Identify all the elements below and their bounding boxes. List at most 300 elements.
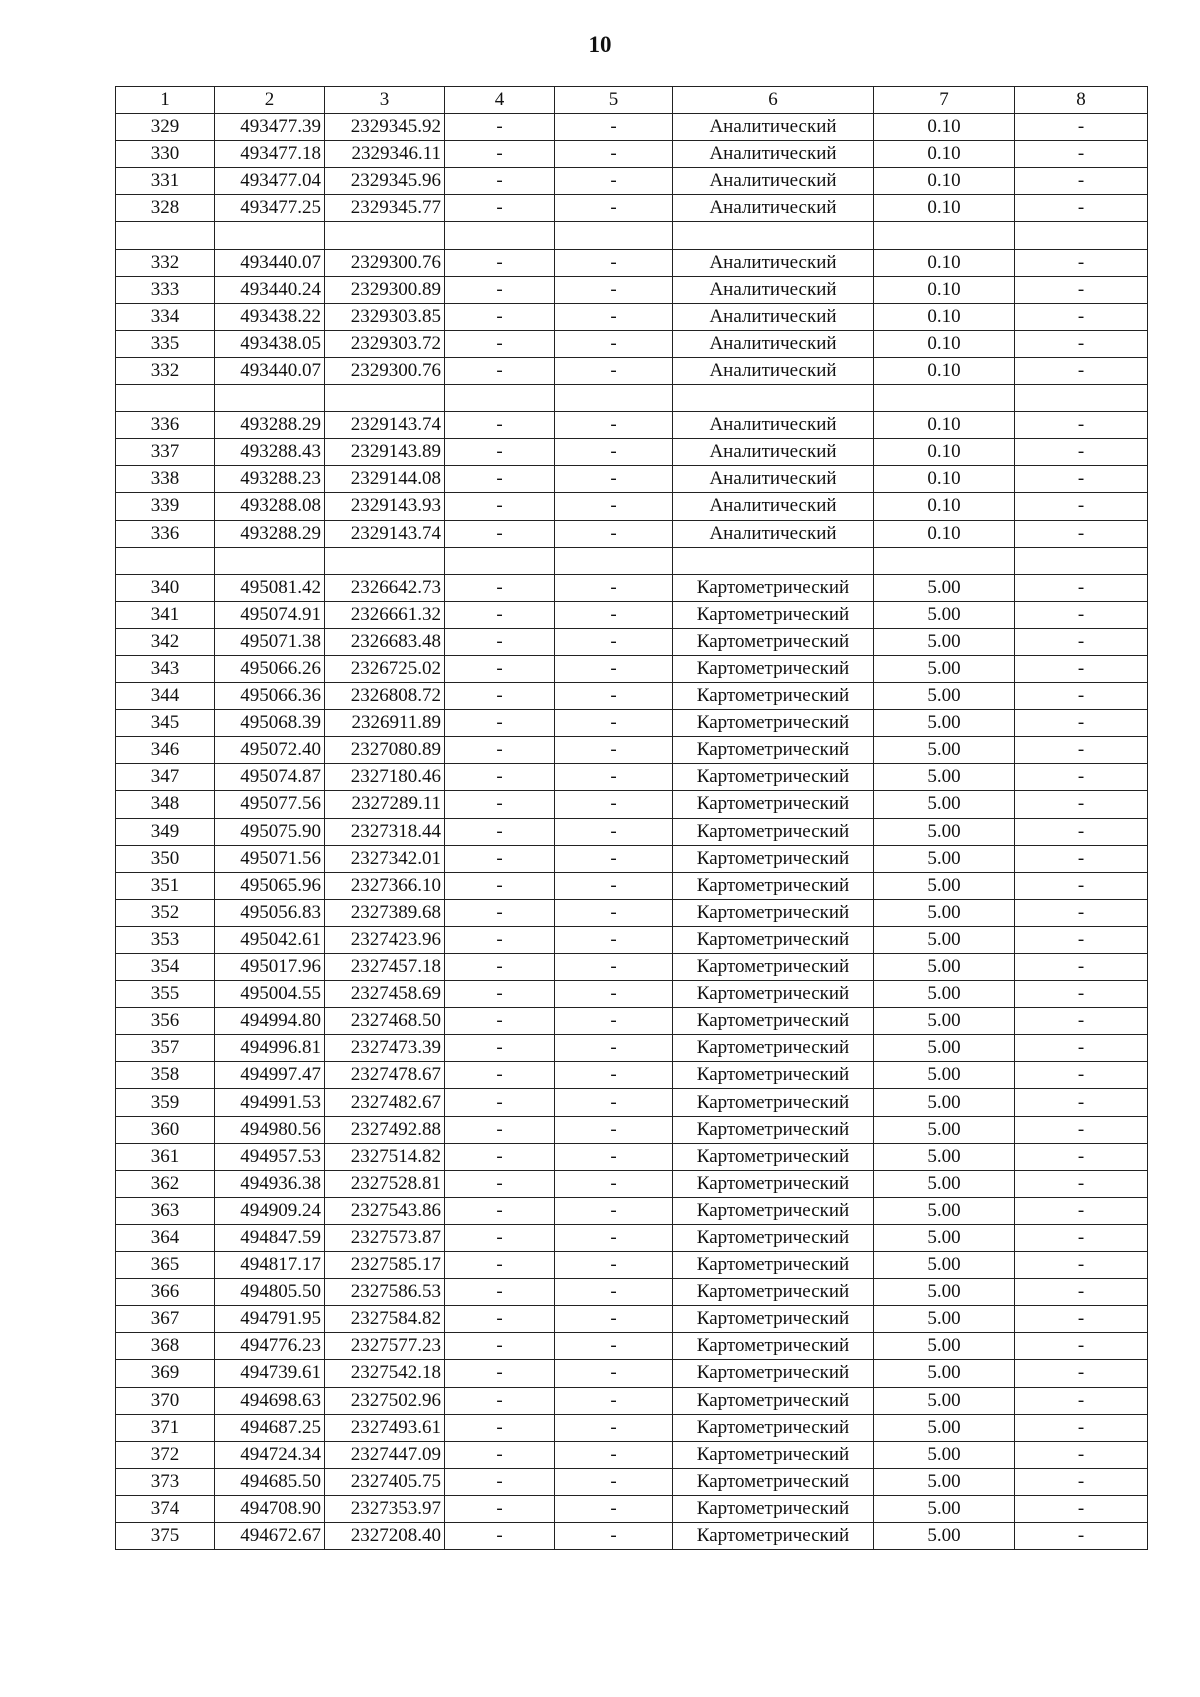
- empty-cell: [673, 222, 874, 249]
- empty-cell: [116, 547, 215, 574]
- y-coordinate-cell: 2327180.46: [325, 764, 445, 791]
- x-coordinate-cell: 495074.91: [215, 601, 325, 628]
- method-cell: Картометрический: [673, 926, 874, 953]
- empty-cell: [874, 547, 1015, 574]
- x-coordinate-cell: 493440.07: [215, 249, 325, 276]
- column-8-cell: -: [1015, 466, 1148, 493]
- column-5-cell: -: [555, 520, 673, 547]
- point-number-cell: 373: [116, 1468, 215, 1495]
- column-4-cell: -: [445, 1360, 555, 1387]
- y-coordinate-cell: 2327585.17: [325, 1252, 445, 1279]
- method-cell: Аналитический: [673, 276, 874, 303]
- method-cell: Картометрический: [673, 601, 874, 628]
- column-5-cell: -: [555, 1116, 673, 1143]
- column-header: 1: [116, 87, 215, 114]
- x-coordinate-cell: 495017.96: [215, 954, 325, 981]
- y-coordinate-cell: 2327458.69: [325, 981, 445, 1008]
- table-body: [116, 87, 1148, 1550]
- point-number-cell: 369: [116, 1360, 215, 1387]
- accuracy-cell: 5.00: [874, 1441, 1015, 1468]
- column-4-cell: -: [445, 1333, 555, 1360]
- column-4-cell: -: [445, 1116, 555, 1143]
- accuracy-cell: 5.00: [874, 1360, 1015, 1387]
- table-row: [116, 141, 1148, 168]
- column-4-cell: -: [445, 1224, 555, 1251]
- method-cell: Картометрический: [673, 1252, 874, 1279]
- point-number-cell: 332: [116, 249, 215, 276]
- column-4-cell: -: [445, 412, 555, 439]
- y-coordinate-cell: 2326642.73: [325, 574, 445, 601]
- x-coordinate-cell: 495074.87: [215, 764, 325, 791]
- column-8-cell: -: [1015, 303, 1148, 330]
- y-coordinate-cell: 2327573.87: [325, 1224, 445, 1251]
- y-coordinate-cell: 2327318.44: [325, 818, 445, 845]
- column-4-cell: -: [445, 954, 555, 981]
- y-coordinate-cell: 2327208.40: [325, 1522, 445, 1549]
- empty-cell: [445, 222, 555, 249]
- method-cell: Аналитический: [673, 493, 874, 520]
- column-4-cell: -: [445, 1143, 555, 1170]
- x-coordinate-cell: 494991.53: [215, 1089, 325, 1116]
- method-cell: Картометрический: [673, 628, 874, 655]
- column-4-cell: -: [445, 818, 555, 845]
- column-8-cell: -: [1015, 1089, 1148, 1116]
- x-coordinate-cell: 494996.81: [215, 1035, 325, 1062]
- accuracy-cell: 5.00: [874, 981, 1015, 1008]
- point-number-cell: 330: [116, 141, 215, 168]
- table-row: [116, 1387, 1148, 1414]
- column-8-cell: -: [1015, 141, 1148, 168]
- accuracy-cell: 5.00: [874, 1279, 1015, 1306]
- column-8-cell: -: [1015, 926, 1148, 953]
- accuracy-cell: 0.10: [874, 466, 1015, 493]
- accuracy-cell: 5.00: [874, 818, 1015, 845]
- y-coordinate-cell: 2327423.96: [325, 926, 445, 953]
- method-cell: Картометрический: [673, 1008, 874, 1035]
- x-coordinate-cell: 494909.24: [215, 1197, 325, 1224]
- method-cell: Картометрический: [673, 899, 874, 926]
- point-number-cell: 340: [116, 574, 215, 601]
- table-row: [116, 1170, 1148, 1197]
- column-8-cell: -: [1015, 954, 1148, 981]
- method-cell: Картометрический: [673, 574, 874, 601]
- empty-cell: [673, 385, 874, 412]
- column-8-cell: -: [1015, 493, 1148, 520]
- column-header: 7: [874, 87, 1015, 114]
- y-coordinate-cell: 2329143.89: [325, 439, 445, 466]
- column-8-cell: -: [1015, 330, 1148, 357]
- x-coordinate-cell: 495065.96: [215, 872, 325, 899]
- column-8-cell: -: [1015, 276, 1148, 303]
- column-4-cell: -: [445, 737, 555, 764]
- y-coordinate-cell: 2329143.74: [325, 520, 445, 547]
- column-5-cell: -: [555, 601, 673, 628]
- point-number-cell: 344: [116, 683, 215, 710]
- x-coordinate-cell: 493477.25: [215, 195, 325, 222]
- column-4-cell: -: [445, 249, 555, 276]
- accuracy-cell: 5.00: [874, 1089, 1015, 1116]
- column-8-cell: -: [1015, 737, 1148, 764]
- x-coordinate-cell: 495004.55: [215, 981, 325, 1008]
- x-coordinate-cell: 494994.80: [215, 1008, 325, 1035]
- column-8-cell: -: [1015, 683, 1148, 710]
- column-4-cell: -: [445, 168, 555, 195]
- accuracy-cell: 5.00: [874, 710, 1015, 737]
- empty-cell: [555, 222, 673, 249]
- column-5-cell: -: [555, 1441, 673, 1468]
- table-row: [116, 872, 1148, 899]
- y-coordinate-cell: 2327543.86: [325, 1197, 445, 1224]
- accuracy-cell: 5.00: [874, 1008, 1015, 1035]
- column-8-cell: -: [1015, 412, 1148, 439]
- table-row: [116, 899, 1148, 926]
- accuracy-cell: 5.00: [874, 1197, 1015, 1224]
- accuracy-cell: 0.10: [874, 195, 1015, 222]
- y-coordinate-cell: 2329345.96: [325, 168, 445, 195]
- point-number-cell: 336: [116, 412, 215, 439]
- method-cell: Картометрический: [673, 1333, 874, 1360]
- column-5-cell: -: [555, 1008, 673, 1035]
- empty-cell: [116, 222, 215, 249]
- point-number-cell: 356: [116, 1008, 215, 1035]
- column-8-cell: -: [1015, 249, 1148, 276]
- column-8-cell: -: [1015, 1522, 1148, 1549]
- column-5-cell: -: [555, 1495, 673, 1522]
- blank-separator-row: [116, 547, 1148, 574]
- column-5-cell: -: [555, 1170, 673, 1197]
- table-row: [116, 845, 1148, 872]
- column-8-cell: -: [1015, 1441, 1148, 1468]
- point-number-cell: 351: [116, 872, 215, 899]
- column-8-cell: -: [1015, 872, 1148, 899]
- column-5-cell: -: [555, 1387, 673, 1414]
- column-4-cell: -: [445, 493, 555, 520]
- column-4-cell: -: [445, 1414, 555, 1441]
- table-row: [116, 357, 1148, 384]
- accuracy-cell: 5.00: [874, 926, 1015, 953]
- table-row: [116, 791, 1148, 818]
- method-cell: Картометрический: [673, 1197, 874, 1224]
- point-number-cell: 342: [116, 628, 215, 655]
- empty-cell: [874, 222, 1015, 249]
- x-coordinate-cell: 493288.43: [215, 439, 325, 466]
- y-coordinate-cell: 2327492.88: [325, 1116, 445, 1143]
- table-row: [116, 764, 1148, 791]
- method-cell: Картометрический: [673, 1035, 874, 1062]
- table-row: [116, 1360, 1148, 1387]
- point-number-cell: 329: [116, 114, 215, 141]
- y-coordinate-cell: 2327514.82: [325, 1143, 445, 1170]
- column-8-cell: -: [1015, 1360, 1148, 1387]
- y-coordinate-cell: 2327586.53: [325, 1279, 445, 1306]
- column-8-cell: -: [1015, 114, 1148, 141]
- y-coordinate-cell: 2329144.08: [325, 466, 445, 493]
- y-coordinate-cell: 2327502.96: [325, 1387, 445, 1414]
- column-5-cell: -: [555, 276, 673, 303]
- method-cell: Картометрический: [673, 872, 874, 899]
- y-coordinate-cell: 2329303.85: [325, 303, 445, 330]
- column-4-cell: -: [445, 1008, 555, 1035]
- column-header: 2: [215, 87, 325, 114]
- column-8-cell: -: [1015, 1143, 1148, 1170]
- x-coordinate-cell: 493288.29: [215, 520, 325, 547]
- column-5-cell: -: [555, 683, 673, 710]
- column-4-cell: -: [445, 1089, 555, 1116]
- x-coordinate-cell: 495068.39: [215, 710, 325, 737]
- column-header: 3: [325, 87, 445, 114]
- x-coordinate-cell: 494847.59: [215, 1224, 325, 1251]
- column-8-cell: -: [1015, 655, 1148, 682]
- point-number-cell: 333: [116, 276, 215, 303]
- accuracy-cell: 5.00: [874, 1170, 1015, 1197]
- x-coordinate-cell: 494687.25: [215, 1414, 325, 1441]
- y-coordinate-cell: 2327366.10: [325, 872, 445, 899]
- accuracy-cell: 0.10: [874, 303, 1015, 330]
- column-5-cell: -: [555, 357, 673, 384]
- y-coordinate-cell: 2327493.61: [325, 1414, 445, 1441]
- column-8-cell: -: [1015, 981, 1148, 1008]
- y-coordinate-cell: 2326725.02: [325, 655, 445, 682]
- x-coordinate-cell: 493288.23: [215, 466, 325, 493]
- column-header: 5: [555, 87, 673, 114]
- method-cell: Аналитический: [673, 466, 874, 493]
- y-coordinate-cell: 2329346.11: [325, 141, 445, 168]
- column-8-cell: -: [1015, 1306, 1148, 1333]
- point-number-cell: 346: [116, 737, 215, 764]
- table-row: [116, 195, 1148, 222]
- y-coordinate-cell: 2327353.97: [325, 1495, 445, 1522]
- column-8-cell: -: [1015, 195, 1148, 222]
- method-cell: Картометрический: [673, 1306, 874, 1333]
- y-coordinate-cell: 2329303.72: [325, 330, 445, 357]
- accuracy-cell: 5.00: [874, 655, 1015, 682]
- x-coordinate-cell: 493477.18: [215, 141, 325, 168]
- column-4-cell: -: [445, 601, 555, 628]
- method-cell: Аналитический: [673, 520, 874, 547]
- column-header: 6: [673, 87, 874, 114]
- point-number-cell: 331: [116, 168, 215, 195]
- point-number-cell: 345: [116, 710, 215, 737]
- empty-cell: [215, 547, 325, 574]
- y-coordinate-cell: 2329345.77: [325, 195, 445, 222]
- accuracy-cell: 0.10: [874, 357, 1015, 384]
- column-4-cell: -: [445, 981, 555, 1008]
- x-coordinate-cell: 495081.42: [215, 574, 325, 601]
- column-4-cell: -: [445, 1468, 555, 1495]
- empty-cell: [325, 222, 445, 249]
- column-8-cell: -: [1015, 1333, 1148, 1360]
- y-coordinate-cell: 2327080.89: [325, 737, 445, 764]
- method-cell: Аналитический: [673, 141, 874, 168]
- method-cell: Картометрический: [673, 981, 874, 1008]
- y-coordinate-cell: 2327457.18: [325, 954, 445, 981]
- point-number-cell: 358: [116, 1062, 215, 1089]
- method-cell: Аналитический: [673, 412, 874, 439]
- table-row: [116, 981, 1148, 1008]
- column-5-cell: -: [555, 195, 673, 222]
- method-cell: Картометрический: [673, 1522, 874, 1549]
- column-5-cell: -: [555, 249, 673, 276]
- point-number-cell: 359: [116, 1089, 215, 1116]
- column-5-cell: -: [555, 1306, 673, 1333]
- point-number-cell: 357: [116, 1035, 215, 1062]
- column-5-cell: -: [555, 303, 673, 330]
- point-number-cell: 367: [116, 1306, 215, 1333]
- table-row: [116, 1143, 1148, 1170]
- column-8-cell: -: [1015, 899, 1148, 926]
- x-coordinate-cell: 494708.90: [215, 1495, 325, 1522]
- table-row: [116, 1306, 1148, 1333]
- y-coordinate-cell: 2329143.93: [325, 493, 445, 520]
- x-coordinate-cell: 493477.39: [215, 114, 325, 141]
- x-coordinate-cell: 494724.34: [215, 1441, 325, 1468]
- point-number-cell: 363: [116, 1197, 215, 1224]
- column-5-cell: -: [555, 1468, 673, 1495]
- y-coordinate-cell: 2326808.72: [325, 683, 445, 710]
- method-cell: Аналитический: [673, 195, 874, 222]
- column-8-cell: -: [1015, 574, 1148, 601]
- method-cell: Картометрический: [673, 1170, 874, 1197]
- y-coordinate-cell: 2327447.09: [325, 1441, 445, 1468]
- accuracy-cell: 5.00: [874, 601, 1015, 628]
- method-cell: Картометрический: [673, 737, 874, 764]
- method-cell: Картометрический: [673, 710, 874, 737]
- column-8-cell: -: [1015, 1224, 1148, 1251]
- empty-cell: [1015, 385, 1148, 412]
- point-number-cell: 370: [116, 1387, 215, 1414]
- point-number-cell: 371: [116, 1414, 215, 1441]
- accuracy-cell: 0.10: [874, 412, 1015, 439]
- accuracy-cell: 5.00: [874, 872, 1015, 899]
- column-4-cell: -: [445, 466, 555, 493]
- column-8-cell: -: [1015, 1495, 1148, 1522]
- column-8-cell: -: [1015, 1197, 1148, 1224]
- column-8-cell: -: [1015, 1468, 1148, 1495]
- accuracy-cell: 5.00: [874, 1522, 1015, 1549]
- column-4-cell: -: [445, 1170, 555, 1197]
- column-4-cell: -: [445, 872, 555, 899]
- column-8-cell: -: [1015, 845, 1148, 872]
- table-row: [116, 466, 1148, 493]
- point-number-cell: 374: [116, 1495, 215, 1522]
- table-row: [116, 1333, 1148, 1360]
- column-4-cell: -: [445, 710, 555, 737]
- method-cell: Аналитический: [673, 114, 874, 141]
- empty-cell: [325, 385, 445, 412]
- empty-cell: [1015, 222, 1148, 249]
- point-number-cell: 349: [116, 818, 215, 845]
- column-5-cell: -: [555, 710, 673, 737]
- method-cell: Картометрический: [673, 791, 874, 818]
- point-number-cell: 335: [116, 330, 215, 357]
- empty-cell: [215, 222, 325, 249]
- table-header-row: [116, 87, 1148, 114]
- accuracy-cell: 5.00: [874, 1116, 1015, 1143]
- accuracy-cell: 5.00: [874, 1035, 1015, 1062]
- table-row: [116, 114, 1148, 141]
- column-8-cell: -: [1015, 1062, 1148, 1089]
- column-4-cell: -: [445, 764, 555, 791]
- table-row: [116, 276, 1148, 303]
- x-coordinate-cell: 495066.36: [215, 683, 325, 710]
- table-row: [116, 168, 1148, 195]
- method-cell: Картометрический: [673, 1468, 874, 1495]
- empty-cell: [116, 385, 215, 412]
- x-coordinate-cell: 494698.63: [215, 1387, 325, 1414]
- point-number-cell: 366: [116, 1279, 215, 1306]
- y-coordinate-cell: 2327405.75: [325, 1468, 445, 1495]
- method-cell: Картометрический: [673, 655, 874, 682]
- column-5-cell: -: [555, 981, 673, 1008]
- column-5-cell: -: [555, 1522, 673, 1549]
- x-coordinate-cell: 494997.47: [215, 1062, 325, 1089]
- method-cell: Картометрический: [673, 1360, 874, 1387]
- column-4-cell: -: [445, 303, 555, 330]
- y-coordinate-cell: 2326661.32: [325, 601, 445, 628]
- x-coordinate-cell: 495072.40: [215, 737, 325, 764]
- x-coordinate-cell: 494817.17: [215, 1252, 325, 1279]
- point-number-cell: 354: [116, 954, 215, 981]
- x-coordinate-cell: 494936.38: [215, 1170, 325, 1197]
- accuracy-cell: 0.10: [874, 330, 1015, 357]
- y-coordinate-cell: 2327289.11: [325, 791, 445, 818]
- accuracy-cell: 0.10: [874, 439, 1015, 466]
- column-5-cell: -: [555, 926, 673, 953]
- table-row: [116, 954, 1148, 981]
- point-number-cell: 360: [116, 1116, 215, 1143]
- point-number-cell: 343: [116, 655, 215, 682]
- point-number-cell: 348: [116, 791, 215, 818]
- accuracy-cell: 0.10: [874, 168, 1015, 195]
- page-number: 10: [588, 32, 612, 57]
- column-5-cell: -: [555, 114, 673, 141]
- x-coordinate-cell: 493288.29: [215, 412, 325, 439]
- table-row: [116, 1008, 1148, 1035]
- point-number-cell: 361: [116, 1143, 215, 1170]
- y-coordinate-cell: 2329300.89: [325, 276, 445, 303]
- column-5-cell: -: [555, 954, 673, 981]
- column-4-cell: -: [445, 845, 555, 872]
- column-5-cell: -: [555, 1224, 673, 1251]
- x-coordinate-cell: 495066.26: [215, 655, 325, 682]
- column-5-cell: -: [555, 330, 673, 357]
- table-row: [116, 249, 1148, 276]
- accuracy-cell: 0.10: [874, 141, 1015, 168]
- column-4-cell: -: [445, 926, 555, 953]
- empty-cell: [555, 547, 673, 574]
- table-row: [116, 655, 1148, 682]
- table-row: [116, 1279, 1148, 1306]
- column-4-cell: -: [445, 276, 555, 303]
- empty-cell: [445, 385, 555, 412]
- x-coordinate-cell: 495042.61: [215, 926, 325, 953]
- y-coordinate-cell: 2329300.76: [325, 249, 445, 276]
- coordinates-table: [115, 86, 1148, 1550]
- method-cell: Картометрический: [673, 1414, 874, 1441]
- method-cell: Картометрический: [673, 845, 874, 872]
- empty-cell: [325, 547, 445, 574]
- column-8-cell: -: [1015, 1116, 1148, 1143]
- table-row: [116, 1197, 1148, 1224]
- accuracy-cell: 5.00: [874, 628, 1015, 655]
- x-coordinate-cell: 493438.22: [215, 303, 325, 330]
- method-cell: Картометрический: [673, 1224, 874, 1251]
- table-row: [116, 1252, 1148, 1279]
- accuracy-cell: 5.00: [874, 764, 1015, 791]
- method-cell: Аналитический: [673, 330, 874, 357]
- column-4-cell: -: [445, 114, 555, 141]
- y-coordinate-cell: 2327473.39: [325, 1035, 445, 1062]
